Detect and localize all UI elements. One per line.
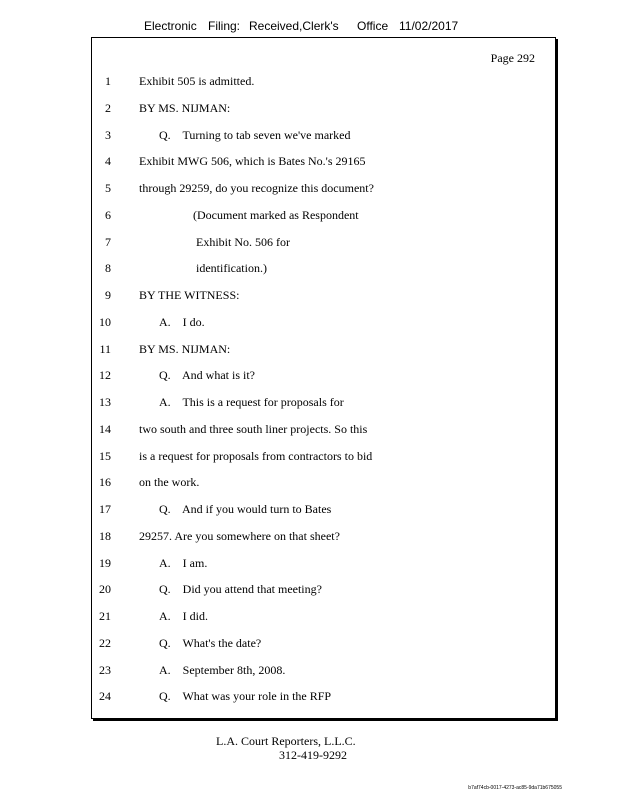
transcript-line <box>92 395 555 411</box>
line-text: identification.) <box>196 261 267 276</box>
transcript-line <box>92 342 555 358</box>
line-number: 19 <box>99 555 111 570</box>
line-number: 8 <box>105 261 111 276</box>
header-received: Received,Clerk's <box>249 19 339 33</box>
header-filing: Filing: <box>208 19 241 33</box>
line-text: A. I do. <box>159 314 205 329</box>
transcript-line <box>92 74 555 90</box>
footer-phone: 312-419-9292 <box>279 748 347 762</box>
footer-company: L.A. Court Reporters, L.L.C. <box>216 734 356 748</box>
line-text: Q. Did you attend that meeting? <box>159 582 322 597</box>
transcript-line <box>92 235 555 251</box>
line-number: 1 <box>105 74 111 88</box>
transcript-line <box>92 422 555 438</box>
line-number: 6 <box>105 207 111 222</box>
transcript-line <box>92 609 555 625</box>
line-text: (Document marked as Respondent <box>193 207 359 222</box>
line-number: 21 <box>99 609 111 623</box>
header-electronic: Electronic <box>144 19 197 33</box>
header-office: Office <box>357 19 389 33</box>
line-number: 9 <box>105 288 111 302</box>
transcript-line <box>92 368 555 384</box>
line-text: A. This is a request for proposals for <box>159 395 344 409</box>
transcript-line <box>92 582 555 598</box>
line-text: two south and three south liner projects. So this <box>139 421 368 436</box>
line-text: BY MS. NIJMAN: <box>139 341 231 356</box>
line-number: 18 <box>99 528 111 543</box>
transcript-line <box>92 449 555 465</box>
transcript-line <box>92 128 555 144</box>
transcript-line <box>92 689 555 705</box>
line-text: Q. What's the date? <box>159 635 262 650</box>
line-text: on the work. <box>139 475 200 490</box>
transcript-line <box>92 556 555 572</box>
line-text: A. September 8th, 2008. <box>159 662 286 677</box>
transcript-line <box>92 315 555 331</box>
transcript-line <box>92 663 555 679</box>
line-number: 14 <box>99 421 111 436</box>
line-number: 5 <box>105 181 111 195</box>
line-text: Q. What was your role in the RFP <box>159 689 332 704</box>
line-number: 12 <box>99 368 111 383</box>
transcript-line <box>92 208 555 224</box>
line-text: Q. And if you would turn to Bates <box>159 502 332 516</box>
transcript-line <box>92 502 555 518</box>
line-text: Q. Turning to tab seven we've marked <box>159 127 351 142</box>
document-id: b7af74cb-0017-4273-ac85-9da71b675055 <box>468 785 562 791</box>
line-number: 22 <box>99 635 111 650</box>
line-text: Exhibit No. 506 for <box>196 234 290 249</box>
transcript-line <box>92 475 555 491</box>
line-text: Q. And what is it? <box>159 368 255 383</box>
line-number: 20 <box>99 582 111 597</box>
transcript-line <box>92 636 555 652</box>
line-number: 24 <box>99 689 111 704</box>
line-number: 23 <box>99 662 111 677</box>
line-number: 16 <box>99 475 111 490</box>
line-number: 2 <box>105 100 111 115</box>
line-text: Exhibit 505 is admitted. <box>139 74 255 88</box>
transcript-page <box>91 37 556 719</box>
line-number: 7 <box>105 234 111 249</box>
transcript-line <box>92 154 555 170</box>
line-number: 15 <box>99 448 111 463</box>
transcript-line <box>92 181 555 197</box>
line-text: 29257. Are you somewhere on that sheet? <box>139 528 340 543</box>
transcript-line <box>92 529 555 545</box>
transcript-line <box>92 101 555 117</box>
line-number: 13 <box>99 395 111 409</box>
page-number: Page 292 <box>490 51 535 65</box>
line-text: is a request for proposals from contractors to bid <box>139 448 373 463</box>
transcript-line <box>92 261 555 277</box>
line-number: 4 <box>105 154 111 169</box>
line-text: A. I did. <box>159 609 208 623</box>
line-number: 3 <box>105 127 111 142</box>
line-text: BY MS. NIJMAN: <box>139 100 231 115</box>
transcript-line <box>92 288 555 304</box>
line-text: through 29259, do you recognize this document? <box>139 181 374 195</box>
line-number: 10 <box>99 314 111 329</box>
line-number: 11 <box>99 341 111 356</box>
line-number: 17 <box>99 502 111 516</box>
line-text: Exhibit MWG 506, which is Bates No.'s 29165 <box>139 154 366 169</box>
header-date: 11/02/2017 <box>399 19 459 33</box>
line-text: A. I am. <box>159 555 208 570</box>
line-text: BY THE WITNESS: <box>139 288 240 302</box>
